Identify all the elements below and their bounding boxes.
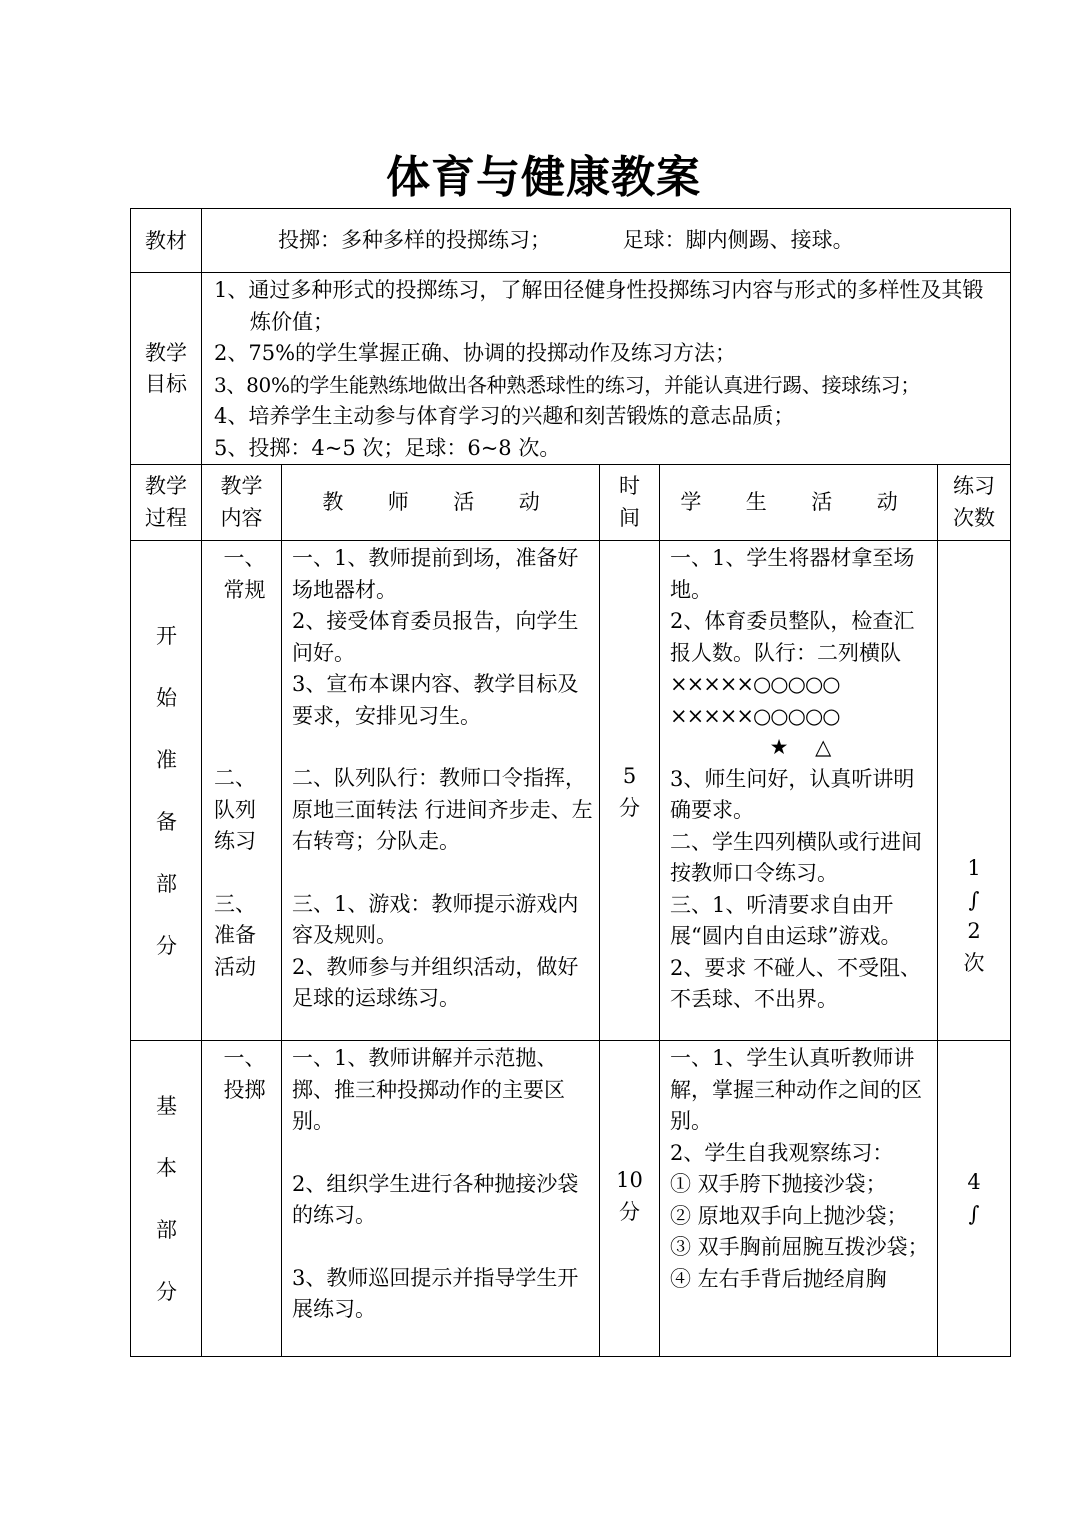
content-routine: 一、常规: [223, 546, 266, 602]
header-row: [131, 465, 1011, 541]
section-basic-row: [131, 1041, 1011, 1357]
student-s2-1: 一、1、学生认真听教师讲解，掌握三种动作之间的区别。: [670, 1046, 922, 1133]
content-warmup: 三、准备活动: [214, 891, 256, 979]
teacher-s1-1: 一、1、教师提前到场，准备好场地器材。: [292, 546, 579, 602]
section-basic-name: 基本部分: [156, 1093, 177, 1304]
header-process: 教学过程: [145, 474, 187, 530]
teacher-s2-3: 3、教师巡回提示并指导学生开展练习。: [292, 1265, 579, 1321]
header-time: 时间: [619, 474, 640, 530]
document-title: 体育与健康教案: [386, 152, 701, 203]
student-s1-2: 2、体育委员整队，检查汇报人数。队行：二列横队: [670, 609, 915, 665]
teacher-s2-1: 一、1、教师讲解并示范抛、掷、推三种投掷动作的主要区别。: [292, 1046, 565, 1133]
material-row: [131, 209, 1011, 273]
count-basic-1: 4: [967, 1170, 981, 1194]
goals-label: 教学目标: [145, 340, 187, 396]
student-s2-2: 2、学生自我观察练习：: [670, 1140, 894, 1165]
header-content: 教学内容: [220, 474, 263, 530]
teacher-s1-4: 二、队列队行：教师口令指挥，原地三面转法 行进间齐步走、左右转弯；分队走。: [292, 766, 593, 853]
header-student: 学 生 活 动: [680, 489, 917, 514]
student-s1-5: 三、1、听清要求自由开展“圆内自由运球”游戏。: [670, 892, 902, 948]
student-s1-4: 二、学生四列横队或行进间按教师口令练习。: [670, 829, 922, 885]
time-start: 5分: [619, 764, 640, 820]
count-basic-2: ∫: [968, 1201, 980, 1226]
teacher-s1-6: 2、教师参与并组织活动，做好足球的运球练习。: [292, 954, 579, 1010]
count-start-2: ∫: [968, 887, 980, 912]
time-basic: 10分: [616, 1168, 643, 1224]
student-s2-6: ④ 左右手背后抛经肩胸: [670, 1266, 887, 1291]
student-s1-6: 2、要求 不碰人、不受阻、不丢球、不出界。: [670, 955, 922, 1011]
count-start-1: 1: [967, 856, 981, 880]
section-start-name: 开始准备部分: [156, 623, 177, 958]
material-throw: 投掷：多种多样的投掷练习；: [278, 227, 551, 252]
student-s1-1: 一、1、学生将器材拿至场地。: [670, 546, 915, 602]
section-start-row: [131, 541, 1011, 1041]
goal-item-1: 1、通过多种形式的投掷练习，了解田径健身性投掷练习内容与形式的多样性及其锻炼价值；: [214, 278, 984, 334]
formation-line-2: ×××××○○○○○: [670, 703, 840, 728]
count-start-4: 次: [963, 950, 985, 975]
material-football: 足球：脚内侧踢、接球。: [622, 227, 854, 252]
goal-item-5: 5、投掷：4~5 次；足球：6~8 次。: [214, 435, 561, 460]
student-s2-3: ① 双手胯下抛接沙袋；: [670, 1172, 887, 1196]
goals-row: [131, 273, 1011, 465]
header-count: 练习次数: [953, 474, 996, 530]
goal-item-3: 3、80%的学生能熟练地做出各种熟悉球性的练习，并能认真进行踢、接球练习；: [214, 372, 921, 397]
count-start-3: 2: [967, 919, 981, 943]
content-formation: 二、队列练习: [214, 766, 256, 853]
material-label: 教材: [145, 228, 187, 253]
teacher-s1-3: 3、宣布本课内容、教学目标及要求，安排见习生。: [292, 672, 579, 728]
student-s1-3: 3、师生问好，认真听讲明确要求。: [670, 766, 915, 822]
teacher-s1-5: 三、1、游戏：教师提示游戏内容及规则。: [292, 891, 579, 947]
lesson-plan-table: [130, 208, 1011, 1357]
formation-line-1: ×××××○○○○○: [670, 672, 840, 696]
goal-item-2: 2、75%的学生掌握正确、协调的投掷动作及练习方法；: [214, 341, 737, 365]
content-throw: 一、投掷: [223, 1046, 266, 1102]
teacher-s2-2: 2、组织学生进行各种抛接沙袋的练习。: [292, 1171, 579, 1227]
student-s2-5: ③ 双手胸前屈腕互拨沙袋；: [670, 1235, 929, 1259]
header-teacher: 教 师 活 动: [322, 489, 559, 514]
teacher-s1-2: 2、接受体育委员报告，向学生问好。: [292, 609, 579, 665]
student-s2-4: ② 原地双手向上抛沙袋；: [670, 1203, 908, 1228]
formation-markers: ★ △: [769, 735, 832, 759]
goal-item-4: 4、培养学生主动参与体育学习的兴趣和刻苦锻炼的意志品质；: [214, 404, 795, 428]
